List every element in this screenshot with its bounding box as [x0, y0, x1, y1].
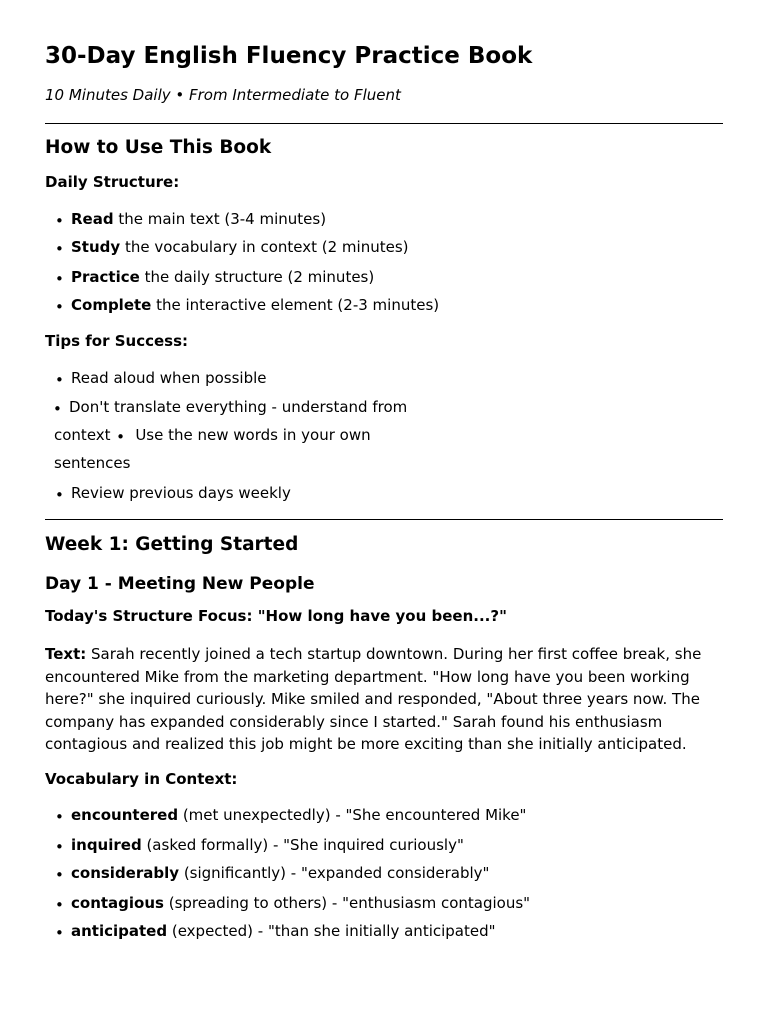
- bullet-icon: •: [55, 808, 64, 826]
- divider: [45, 123, 723, 124]
- vocab-item: • inquired (asked formally) - "She inquired curiously": [55, 836, 464, 856]
- vocab-item: • considerably (significantly) - "expanded considerably": [55, 864, 490, 884]
- day1-heading: Day 1 - Meeting New People: [45, 574, 315, 594]
- day1-text: Text: Sarah recently joined a tech startup downtown. During her first coffee break, she encountered Mike from the marketing department. "How long have you been working here?" she inquired curiously. Mike smiled and responded, "About three years now. The company has expanded considerably since I started." Sarah found his enthusiasm contagious and realized this job might be more exciting than she initially anticipated.: [45, 645, 702, 753]
- book-title: 30-Day English Fluency Practice Book: [45, 43, 533, 69]
- tip-item: • Review previous days weekly: [55, 484, 291, 504]
- divider: [45, 519, 723, 520]
- bullet-icon: •: [55, 838, 64, 856]
- daily-item: • Study the vocabulary in context (2 minutes): [55, 238, 409, 258]
- tip-item: • Don't translate everything - understand from: [53, 398, 408, 418]
- daily-item: • Practice the daily structure (2 minutes): [55, 268, 375, 288]
- bullet-icon: •: [55, 866, 64, 884]
- bullet-icon: •: [55, 371, 64, 389]
- book-subtitle: 10 Minutes Daily • From Intermediate to Fluent: [45, 86, 401, 104]
- tips-label: Tips for Success:: [45, 332, 189, 350]
- tip-item-wrap: sentences: [54, 454, 131, 472]
- structure-focus: Today's Structure Focus: "How long have you been...?": [45, 607, 507, 625]
- bullet-icon: •: [55, 270, 64, 288]
- bullet-icon: •: [55, 924, 64, 942]
- bullet-icon: •: [55, 240, 64, 258]
- bullet-icon: •: [116, 428, 125, 446]
- bullet-icon: •: [55, 896, 64, 914]
- vocab-label: Vocabulary in Context:: [45, 770, 238, 788]
- tip-item-wrap: context • Use the new words in your own: [54, 426, 371, 446]
- vocab-item: • anticipated (expected) - "than she initially anticipated": [55, 922, 496, 942]
- daily-item: • Read the main text (3-4 minutes): [55, 210, 327, 230]
- bullet-icon: •: [55, 298, 64, 316]
- week1-heading: Week 1: Getting Started: [45, 534, 299, 555]
- bullet-icon: •: [55, 212, 64, 230]
- vocab-item: • encountered (met unexpectedly) - "She encountered Mike": [55, 806, 527, 826]
- daily-item: • Complete the interactive element (2-3 minutes): [55, 296, 440, 316]
- vocab-item: • contagious (spreading to others) - "enthusiasm contagious": [55, 894, 531, 914]
- how-to-heading: How to Use This Book: [45, 137, 272, 158]
- tip-item: • Read aloud when possible: [55, 369, 267, 389]
- bullet-icon: •: [55, 486, 64, 504]
- bullet-icon: •: [53, 400, 62, 418]
- daily-structure-label: Daily Structure:: [45, 173, 180, 191]
